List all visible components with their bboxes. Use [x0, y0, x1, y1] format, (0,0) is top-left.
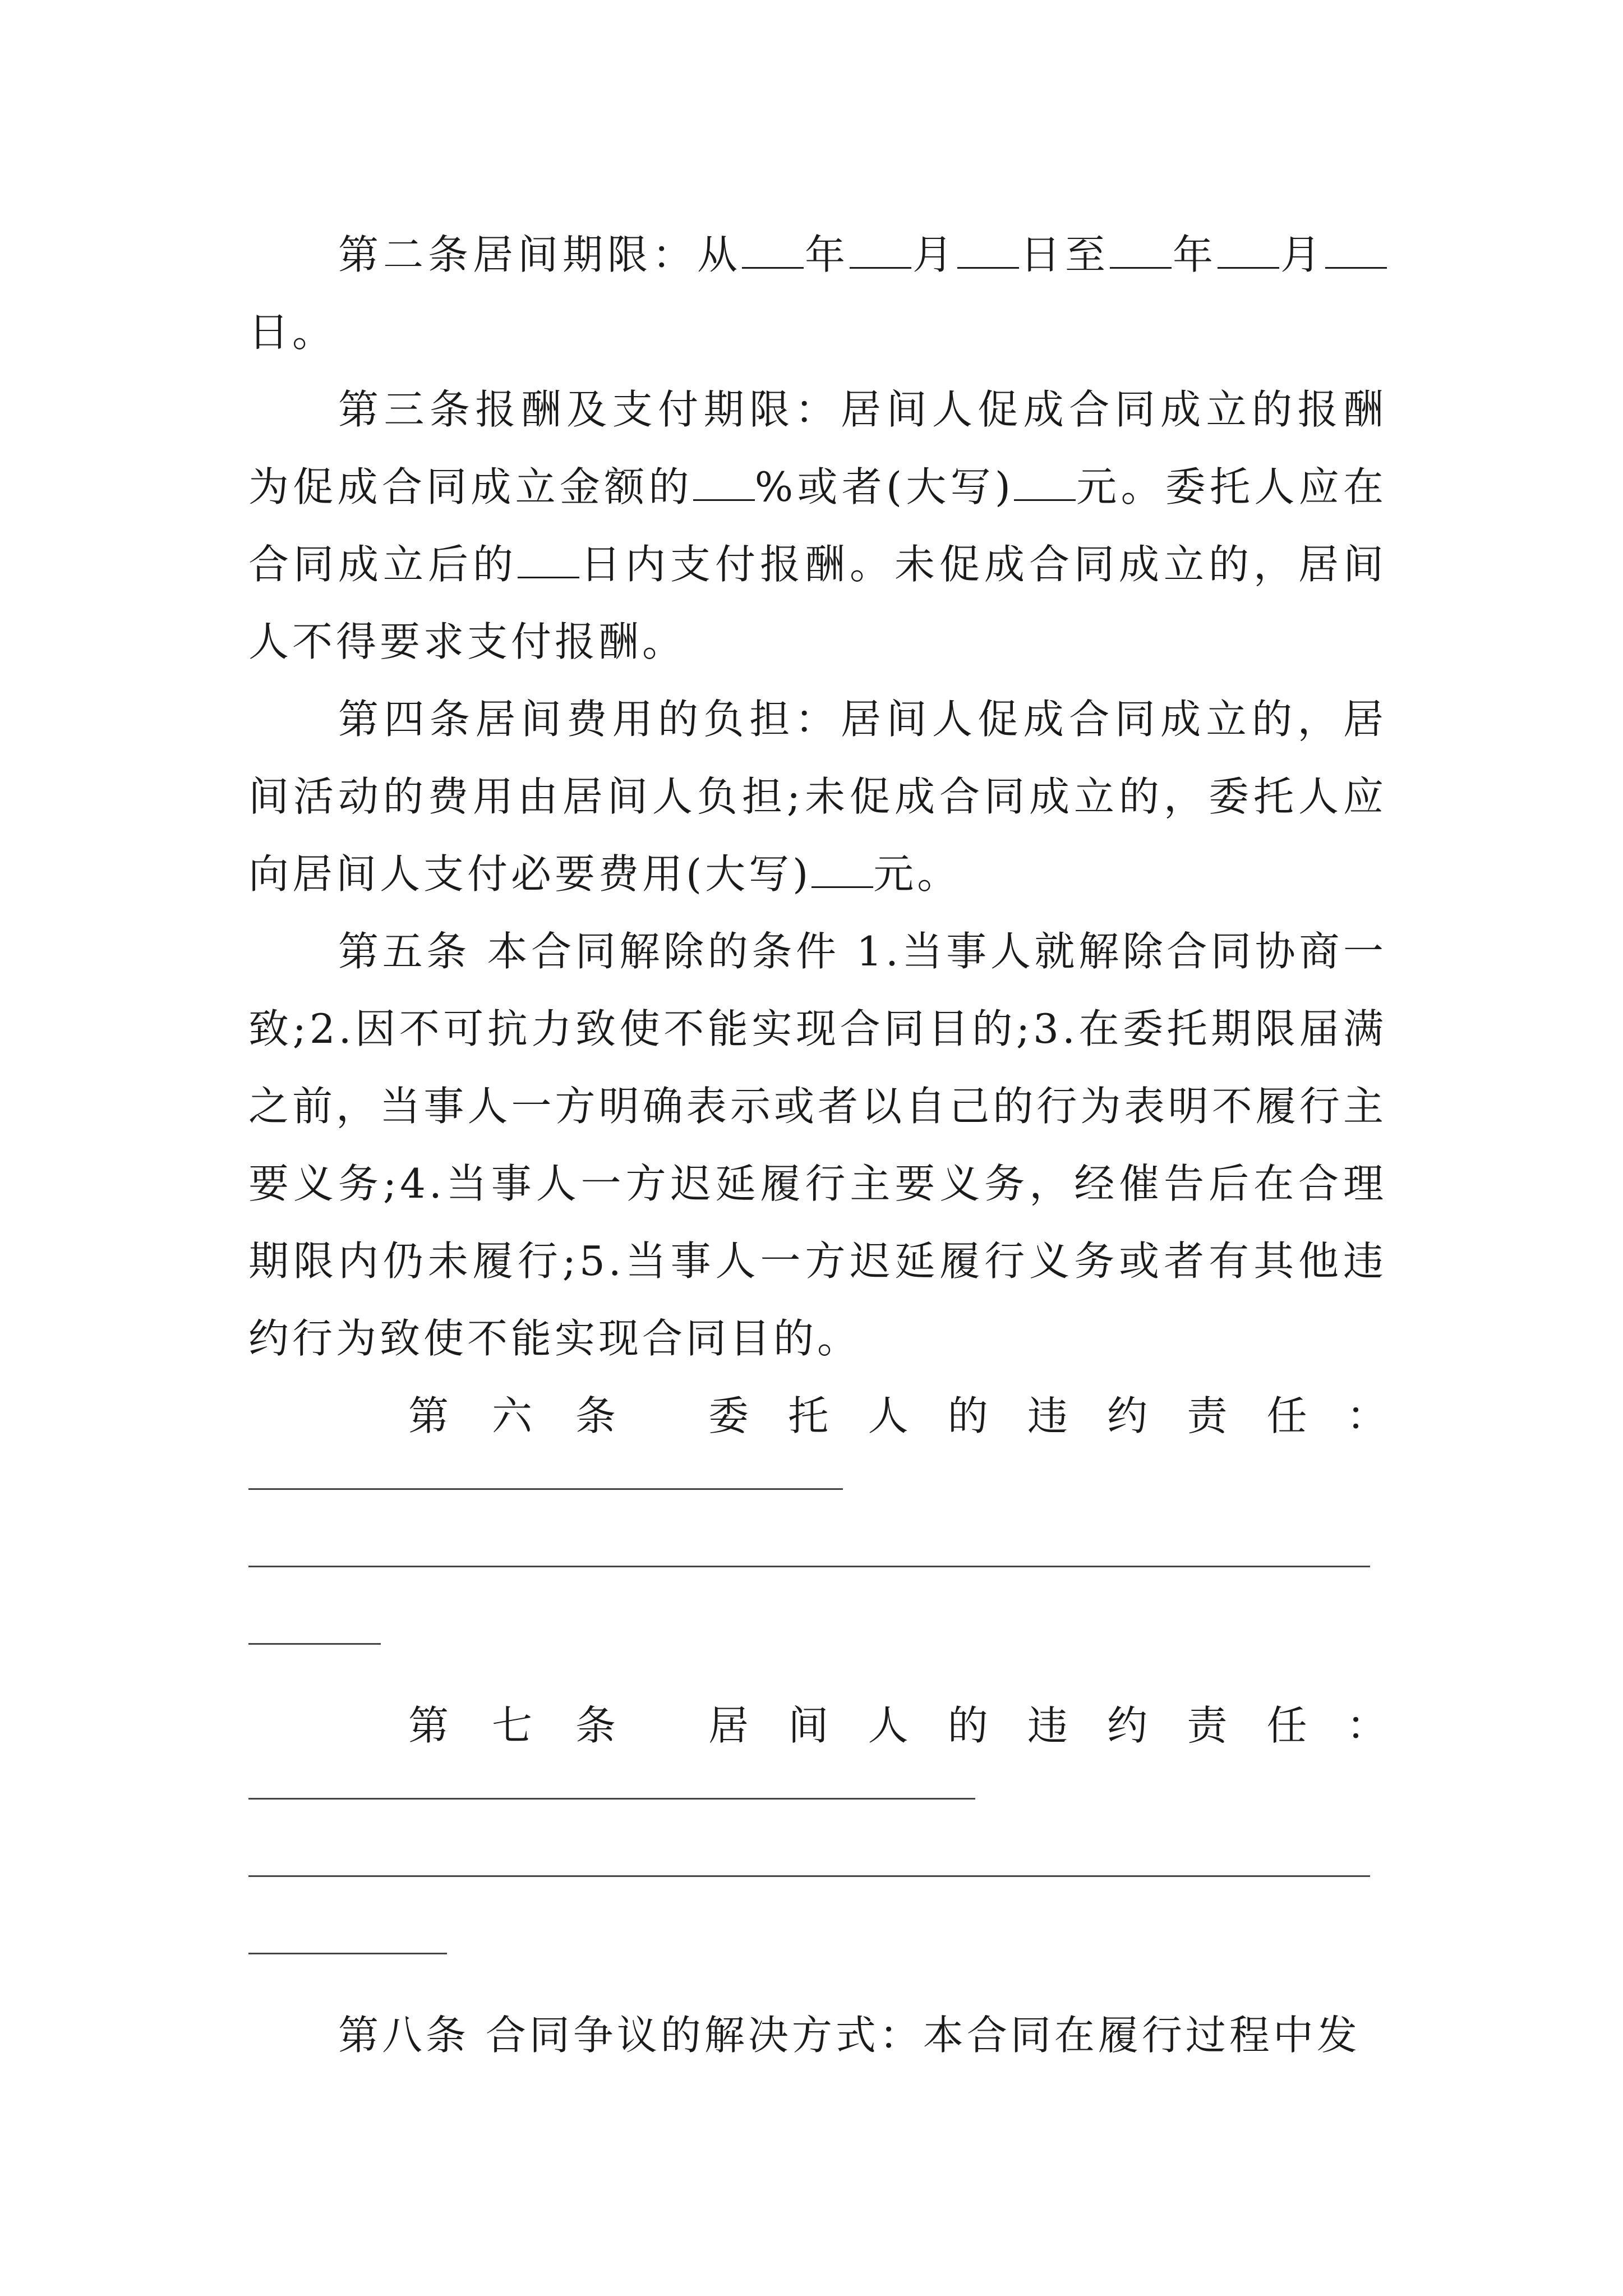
article-6-heading — [248, 1377, 1387, 1455]
heading-char: 六 — [491, 1392, 532, 1439]
article-3-text-2: %或者(大写) — [754, 463, 1015, 510]
heading-char: 七 — [491, 1702, 532, 1749]
blank-field[interactable] — [518, 543, 579, 578]
heading-char: 条 — [575, 1392, 616, 1439]
article-7-title — [708, 1687, 1387, 1764]
article-7-heading — [248, 1687, 1387, 1764]
article-3-text-3: 元。委托人应在合同成立后的 — [248, 463, 1387, 588]
blank-field[interactable] — [957, 233, 1019, 269]
article-4-text-2: 元。 — [873, 850, 961, 898]
underline — [248, 1488, 843, 1490]
heading-char: 人 — [868, 1392, 909, 1439]
heading-char: 的 — [947, 1392, 988, 1439]
heading-char: 任 — [1266, 1392, 1307, 1439]
article-6-title — [708, 1377, 1387, 1455]
blank-field[interactable] — [850, 233, 911, 269]
heading-char: 条 — [575, 1702, 616, 1749]
article-2-text-6: 月 — [1279, 231, 1325, 278]
heading-char: ： — [1346, 1392, 1387, 1439]
article-3-text-4: 日内支付报酬。未促成合同成立的，居间人不得要求支付报酬。 — [248, 541, 1387, 665]
heading-char: 第 — [408, 1702, 449, 1749]
heading-char: 违 — [1027, 1702, 1068, 1749]
article-2-text-1: 第二条居间期限：从 — [338, 231, 742, 278]
underline — [248, 1875, 1370, 1877]
article-3 — [248, 371, 1387, 680]
article-3-text-1: 第三条报酬及支付期限：居间人促成合同成立的报酬为促成合同成立金额的 — [248, 386, 1387, 510]
blank-field[interactable] — [811, 853, 873, 888]
article-2 — [248, 216, 1387, 371]
underline — [248, 1798, 975, 1800]
article-2-text-3: 月 — [911, 231, 957, 278]
blank-field[interactable] — [1325, 233, 1387, 269]
article-2-text-7: 日。 — [248, 309, 336, 356]
blank-field[interactable] — [1218, 233, 1279, 269]
heading-char: 委 — [708, 1392, 749, 1439]
article-6-fill-line-1[interactable] — [248, 1455, 1387, 1532]
blank-field[interactable] — [1014, 466, 1076, 501]
article-7-fill-line-2[interactable] — [248, 1842, 1387, 1919]
underline — [248, 1566, 1370, 1567]
heading-char: 第 — [408, 1392, 449, 1439]
underline — [248, 1643, 381, 1645]
heading-char: 责 — [1187, 1702, 1228, 1749]
article-4-text-1: 第四条居间费用的负担：居间人促成合同成立的，居间活动的费用由居间人负担;未促成合同成立的，委托人应向居间人支付必要费用(大写) — [248, 696, 1387, 898]
heading-char: 约 — [1107, 1392, 1148, 1439]
blank-field[interactable] — [742, 233, 804, 269]
underline — [248, 1953, 447, 1954]
article-4 — [248, 680, 1387, 913]
heading-char: 约 — [1107, 1702, 1148, 1749]
heading-char: 的 — [947, 1702, 988, 1749]
article-2-text-5: 年 — [1171, 231, 1218, 278]
article-7-number — [408, 1687, 616, 1764]
article-6-number — [408, 1377, 616, 1455]
heading-char: 任 — [1266, 1702, 1307, 1749]
article-7-fill-line-1[interactable] — [248, 1764, 1387, 1842]
blank-field[interactable] — [693, 466, 755, 501]
heading-char: 违 — [1027, 1392, 1068, 1439]
heading-char: 人 — [868, 1702, 909, 1749]
article-2-text-2: 年 — [803, 231, 850, 278]
blank-field[interactable] — [1110, 233, 1172, 269]
article-5-text: 第五条 本合同解除的条件 1.当事人就解除合同协商一致;2.因不可抗力致使不能实现合同目的;3.在委托期限届满之前，当事人一方明确表示或者以自己的行为表明不履行主要义务;4.当事人一方迟延履行主要义务，经催告后在合理期限内仍未履行;5.当事人一方迟延履行义务或者有其他违约行为致使不能实现合同目的。 — [248, 928, 1387, 1362]
article-5 — [248, 913, 1387, 1377]
heading-char: ： — [1346, 1702, 1387, 1749]
article-8 — [248, 1996, 1387, 2074]
article-7-fill-line-3[interactable] — [248, 1919, 1387, 1996]
heading-char: 居 — [708, 1702, 749, 1749]
heading-char: 托 — [788, 1392, 829, 1439]
article-2-text-4: 日至 — [1018, 231, 1110, 278]
heading-char: 间 — [788, 1702, 829, 1749]
article-6-fill-line-3[interactable] — [248, 1609, 1387, 1687]
article-8-text: 第八条 合同争议的解决方式：本合同在履行过程中发 — [338, 2012, 1361, 2059]
article-6-fill-line-2[interactable] — [248, 1532, 1387, 1609]
heading-char: 责 — [1187, 1392, 1228, 1439]
